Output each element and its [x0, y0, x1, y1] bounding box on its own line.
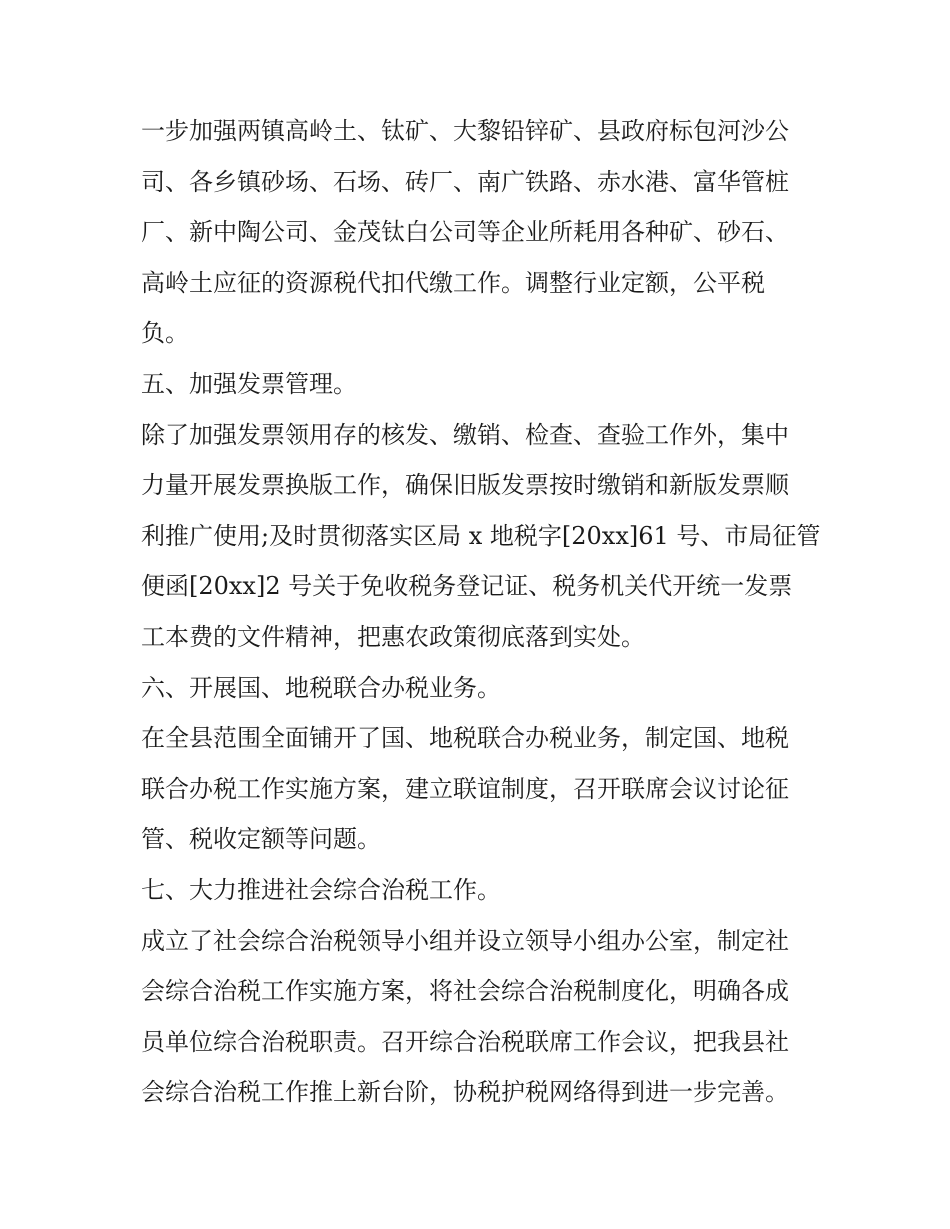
text-line: 除了加强发票领用存的核发、缴销、检查、查验工作外，集中 [141, 420, 789, 449]
text-line: 员单位综合治税职责。召开综合治税联席工作会议，把我县社 [141, 1027, 789, 1056]
text-line: 联合办税工作实施方案，建立联谊制度，召开联席会议讨论征 [141, 774, 789, 803]
text-line: 成立了社会综合治税领导小组并设立领导小组办公室，制定社 [141, 926, 789, 955]
text-line: 工本费的文件精神，把惠农政策彻底落到实处。 [141, 622, 645, 651]
paragraph-comprehensive-tax [141, 916, 821, 1118]
section-heading-5 [141, 359, 821, 410]
text-line: 便函[20xx]2 号关于免收税务登记证、税务机关代开统一发票 [141, 572, 793, 601]
text-line: 力量开展发票换版工作，确保旧版发票按时缴销和新版发票顺 [141, 471, 789, 500]
text-line: 利推广使用;及时贯彻落实区局 x 地税字[20xx]61 号、市局征管 [141, 521, 821, 550]
text-line: 负。 [141, 319, 189, 348]
section-heading-7 [141, 865, 821, 916]
text-line: 会综合治税工作实施方案，将社会综合治税制度化，明确各成 [141, 977, 789, 1006]
paragraph-invoice-management [141, 410, 821, 663]
section-heading-6 [141, 663, 821, 714]
text-line: 管、税收定额等问题。 [141, 825, 381, 854]
text-line: 司、各乡镇砂场、石场、砖厂、南广铁路、赤水港、富华管桩 [141, 167, 789, 196]
text-line: 会综合治税工作推上新台阶，协税护税网络得到进一步完善。 [141, 1078, 789, 1107]
document-body [141, 106, 821, 1118]
heading-text: 六、开展国、地税联合办税业务。 [141, 673, 501, 702]
text-line: 在全县范围全面铺开了国、地税联合办税业务，制定国、地税 [141, 724, 789, 753]
text-line: 高岭土应征的资源税代扣代缴工作。调整行业定额，公平税 [141, 268, 765, 297]
paragraph-resource-tax [141, 106, 821, 359]
text-line: 一步加强两镇高岭土、钛矿、大黎铅锌矿、县政府标包河沙公 [141, 117, 789, 145]
heading-text: 五、加强发票管理。 [141, 369, 357, 398]
heading-text: 七、大力推进社会综合治税工作。 [141, 875, 501, 904]
text-line: 厂、新中陶公司、金茂钛白公司等企业所耗用各种矿、砂石、 [141, 218, 789, 247]
paragraph-joint-tax-service [141, 713, 821, 865]
